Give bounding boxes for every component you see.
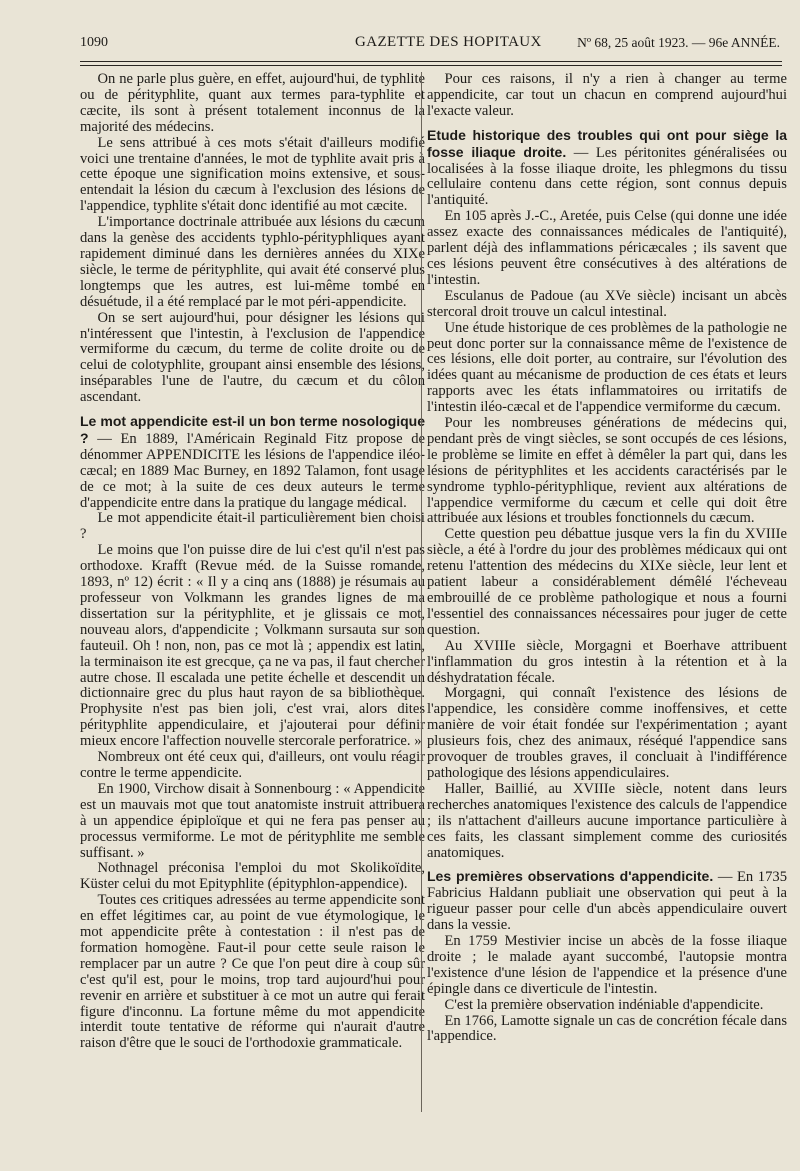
paragraph: Pour les nombreuses générations de médecins qui, pendant près de vingt siècles, se sont occupés de ces lésions, le problème se limite en effet à démêler la part qui, dans les lésions de pérityphlites et les accidents caractérisés par le syndrome typhlo-pérityphlique, revient aux altérations de l'appendice vermiforme du cæcum et celle qui doit être attribuée aux lésions et troubles fonctionnels du cæcum. [427,415,787,527]
section-paragraph [427,869,787,934]
section-paragraph [80,414,425,511]
paragraph: L'importance doctrinale attribuée aux lésions du cæcum dans la genèse des accidents typhlo-pérityphliques ayant rapidement diminué dans les dernières années du XIXe siècle, le terme de pérityphlite, qui avait été conservé plus longtemps que les autres, est lui-même tombé en désuétude, il a été remplacé par le mot péri-appendicite. [80,214,425,310]
column-divider [421,72,422,1112]
paragraph: Nothnagel préconisa l'emploi du mot Skolikoïdite, Küster celui du mot Epityphlite (épityphlon-appendice). [80,860,425,893]
paragraph: Haller, Baillié, au XVIIIe siècle, notent dans leurs recherches anatomiques l'existence des calculs de l'appendice ; ils n'attachent d'ailleurs aucune importance particulière à ces faits, les classant simplement comme des curiosités anatomiques. [427,780,787,861]
page-header [70,30,780,60]
right-column [427,72,787,1045]
left-column [80,72,425,1052]
paragraph: On ne parle plus guère, en effet, aujourd'hui, de typhlite ou de pérityphlite, quant aux termes para-typhlite et cæcite, ils sont à présent totalement inconnus de la majorité des médecins. [80,71,425,135]
section-heading: Etude historique des troubles qui ont pour siège la fosse iliaque droite. [427,126,787,160]
paragraph: Esculanus de Padoue (au XVe siècle) incisant un abcès stercoral droit trouve un calcul intestinal. [427,287,787,320]
paragraph: Pour ces raisons, il n'y a rien à changer au terme appendicite, car tout un chacun en comprend aujourd'hui l'exacte valeur. [427,71,787,119]
paragraph: Le sens attribué à ces mots s'était d'ailleurs modifié voici une trentaine d'années, le mot de typhlite avait pris à cette époque une signification moins extensive, et sous-entendait la lésion du cæcum à l'exclusion des lésions de l'appendice, typhlite s'était donc identifié au mot cæcite. [80,134,425,215]
section-text: — En 1735 Fabricius Haldann publiait une observation qui peut à la rigueur passer pour celle d'un abcès appendiculaire ouvert dans la vessie. [427,869,787,934]
section-heading: Les premières observations d'appendicite. [427,868,714,885]
header-rule-thin [80,65,782,66]
paragraph: En 1759 Mestivier incise un abcès de la fosse iliaque droite ; le malade ayant succombé, l'autopsie montra l'existence d'une lésion de l'appendice et la présence d'une épingle dans ce diverticule de l'intestin. [427,933,787,997]
paragraph: En 105 après J.-C., Aretée, puis Celse (qui donne une idée assez exacte des connaissances médicales de l'antiquité), parlent déjà des inflammations péricæcales ; ils savent que ces lésions peuvent être consécutives à des altérations de l'intestin. [427,208,787,288]
paragraph: Le moins que l'on puisse dire de lui c'est qu'il n'est pas orthodoxe. Krafft (Revue méd. de la Suisse romande, 1893, nº 12) écrit : « Il y a cinq ans (1888) je résumais au professeur von Volkmann les grandes lignes de ma dissertation sur la pérityphlite, et je glissais ce mot, nouveau alors, d'appendicite ; Volkmann sursauta sur son fauteuil. Oh ! non, non, pas ce mot là ; appendix est latin, la terminaison ite est grecque, ça ne va pas, il faut chercher autre chose. Il escalada une petite échelle et descendit un dictionnaire grec du plus haut rayon de sa bibliothèque. Prophysite n'est pas bien joli, c'est vrai, alors dites pérityphlite appendiculaire, et j'ajouterai pour définir mieux encore l'affection nouvelle stercorale perforatrice. » [80,542,425,750]
paragraph: Cette question peu débattue jusque vers la fin du XVIIIe siècle, a été à l'ordre du jour des problèmes médicaux qui ont retenu l'attention des médecins du XIXe siècle, leur lent et patient labeur a considérablement démêlé l'écheveau embrouillé de ce problème pathologique et nous a fourni l'essentiel des connaissances nécessaires pour juger de cette question. [427,526,787,638]
section-text: — En 1889, l'Américain Reginald Fitz propose de dénommer APPENDICITE les lésions de l'appendice iléo-cæcal; en 1889 Mac Burney, en 1892 Talamon, font usage de ce mot; à la suite de ces deux auteurs le terme d'appendicite entre dans la pratique du langage médical. [80,430,426,511]
paragraph: Une étude historique de ces problèmes de la pathologie ne peut donc porter sur la connaissance même de l'existence de ces lésions, elle doit porter, au contraire, sur l'évolution des idées quant au mécanisme de production de ces états et leurs rapports avec les états inflammatoires ou irritatifs de l'intestin iléo-cæcal et de l'appendice vermiforme du cæcum. [427,319,787,416]
paragraph: Morgagni, qui connaît l'existence des lésions de l'appendice, les considère comme inoffensives, et cette manière de voir était fondée sur l'expérimentation ; ayant plusieurs fois, chez des animaux, réséqué l'appendice sans provoquer de troubles graves, il concluait à l'indifférence pathologique des lésions appendiculaires. [427,685,787,781]
journal-title: GAZETTE DES HOPITAUX [355,34,542,50]
page-number: 1090 [80,35,108,50]
paragraph: Toutes ces critiques adressées au terme appendicite sont en effet légitimes car, au point de vue étymologique, le mot appendicite prête à contestation : il n'est pas de formation homogène. Faut-il pour cette seule raison le remplacer par un autre ? Ce que l'on peut dire à coup sûr c'est qu'il est, pour le moins, trop tard aujourd'hui pour revenir en arrière et substituer à ce mot un autre qui ferait figure d'inconnu. La fortune même du mot appendicite interdit toute tentative de réforme qui n'aurait d'autre raison d'être que le souci de l'orthodoxie grammaticale. [80,892,425,1052]
issue-info: Nº 68, 25 août 1923. — 96e ANNÉE. [577,35,780,50]
paragraph: Nombreux ont été ceux qui, d'ailleurs, ont voulu réagir contre le terme appendicite. [80,749,425,781]
paragraph: On se sert aujourd'hui, pour désigner les lésions qui n'intéressent que l'intestin, à l'exclusion de l'appendice vermiforme du cæcum, du terme de colite droite ou de celui de colotyphlite, groupant ainsi ensemble des lésions, inséparables l'une de l'autre, du cæcum et du côlon ascendant. [80,309,425,406]
section-heading: Le mot appendicite est-il un bon terme nosologique ? [80,413,425,446]
paragraph: Au XVIIIe siècle, Morgagni et Boerhave attribuent l'inflammation du gros intestin à la rétention et à la déshydratation fécale. [427,637,787,686]
paragraph: C'est la première observation indéniable d'appendicite. [444,996,764,1013]
paragraph: Le mot appendicite était-il particulièrement bien choisi ? [80,510,425,543]
section-text: — Les péritonites généralisées ou localisées à la fosse iliaque droite, les phlegmons du tissu cellulaire contenu dans cette région, sont connus depuis l'antiquité. [427,144,787,209]
header-rule [80,61,782,62]
section-paragraph [427,128,787,210]
paragraph: En 1900, Virchow disait à Sonnenbourg : « Appendicite est un mauvais mot que tout anatomiste instruit attribuera à un appendice épiploïque et qui ne fera pas penser au processus vermiforme. Le mot de pérityphlite me semble suffisant. » [80,780,425,861]
paragraph: En 1766, Lamotte signale un cas de concrétion fécale dans l'appendice. [427,1012,787,1045]
